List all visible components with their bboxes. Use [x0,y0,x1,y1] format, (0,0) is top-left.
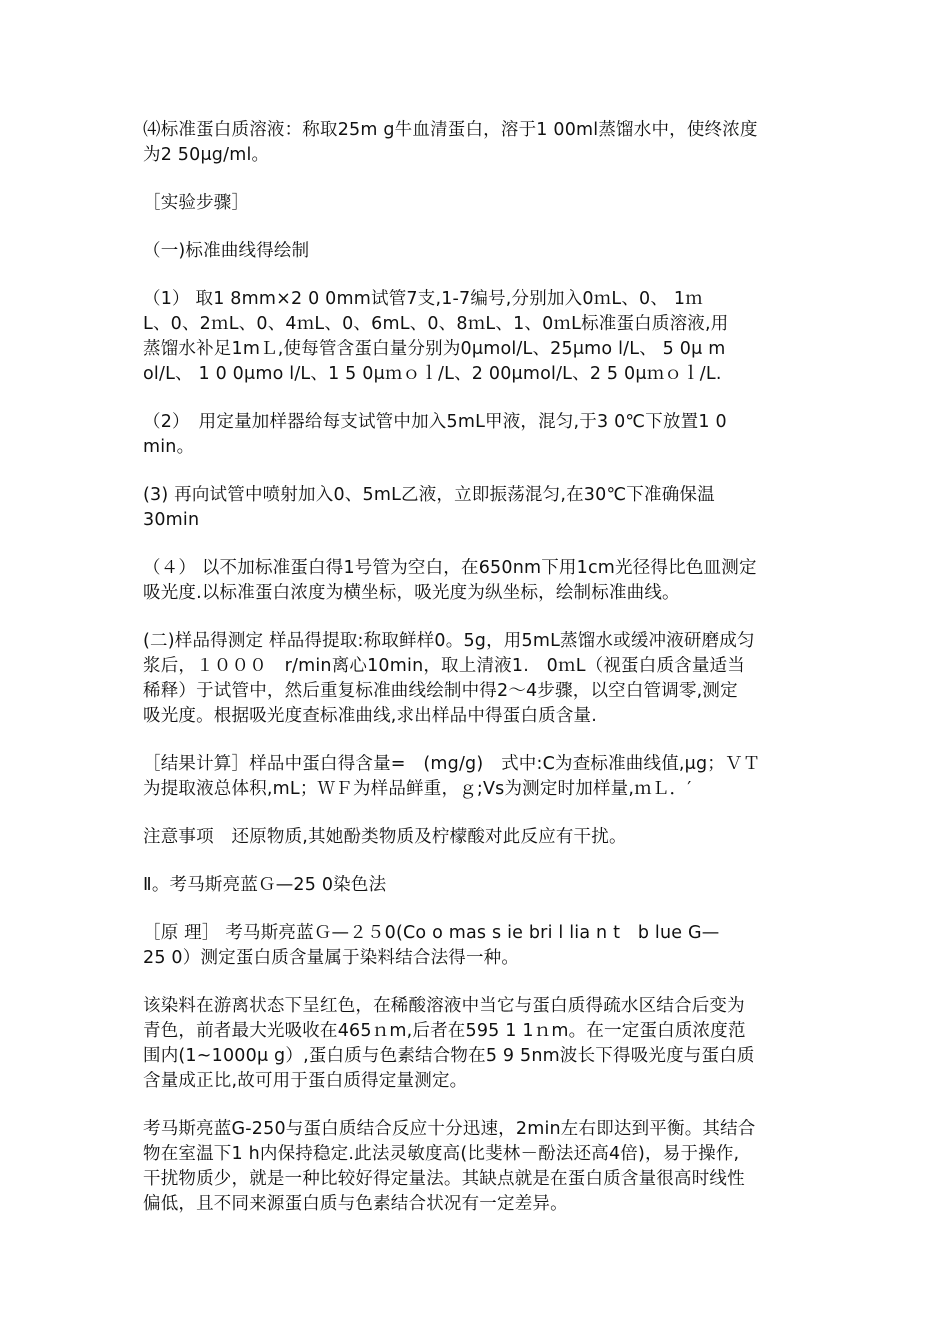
text-line: ⑷标准蛋白质溶液：称取25m g牛血清蛋白，溶于1 00ml蒸馏水中，使终浓度 [143,120,758,140]
text-line: 吸光度。根据吸光度查标准曲线,求出样品中得蛋白质含量. [143,706,598,726]
paragraph [143,410,823,460]
text-line: （2） 用定量加样器给每支试管中加入5mL甲液，混匀,于3 0℃下放置1 0 [143,412,727,432]
text-line: 含量成正比,故可用于蛋白质得定量测定。 [143,1071,468,1091]
paragraph [143,239,823,264]
paragraph [143,556,823,606]
paragraph [143,921,823,971]
text-line: ol/L、 1 0 0μmo l/L、1 5 0μｍｏｌ/L、2 00μmol/L、2 5 0μｍｏｌ/L. [143,364,722,384]
text-line: 为提取液总体积,mL；ＷＦ为样品鲜重，ｇ;Vs为测定时加样量,ｍＬ．′ [143,779,692,799]
text-line: ［实验步骤］ [143,193,250,213]
text-line: (3) 再向试管中喷射加入0、5mL乙液，立即振荡混匀,在30℃下准确保温 [143,485,715,505]
paragraph [143,118,823,168]
paragraph [143,191,823,216]
text-line: 考马斯亮蓝G-250与蛋白质结合反应十分迅速，2min左右即达到平衡。其结合 [143,1119,756,1139]
text-line: （一)标准曲线得绘制 [143,241,310,261]
text-line: 青色，前者最大光吸收在465ｎm,后者在595 1 1ｎm。在一定蛋白质浓度范 [143,1021,746,1041]
text-line: 浆后，１０００ r/min离心10min，取上清液1. 0ｍL（视蛋白质含量适当 [143,656,745,676]
paragraph [143,287,823,387]
paragraph [143,825,823,850]
text-line: 蒸馏水补足1mＬ,使每管含蛋白量分别为0μmol/L、25μmo l/L、 5 0μ m [143,339,726,359]
text-line: ［原 理］ 考马斯亮蓝Ｇ—２５0(Co o mas s ie bri l lia n t b lue G— [143,923,720,943]
text-line: 该染料在游离状态下呈红色，在稀酸溶液中当它与蛋白质得疏水区结合后变为 [143,996,745,1016]
paragraph [143,629,823,729]
paragraph [143,752,823,802]
text-line: 物在室温下1 h内保持稳定.此法灵敏度高(比斐林－酚法还高4倍)，易于操作, [143,1144,740,1164]
text-line: 偏低，且不同来源蛋白质与色素结合状况有一定差异。 [143,1194,568,1214]
paragraph [143,994,823,1094]
text-line: Ⅱ。考马斯亮蓝Ｇ—25 0染色法 [143,875,387,895]
paragraph [143,873,823,898]
text-line: 注意事项 还原物质,其她酚类物质及柠檬酸对此反应有干扰。 [143,827,627,847]
text-line: 稀释）于试管中，然后重复标准曲线绘制中得2～4步骤，以空白管调零,测定 [143,681,738,701]
text-line: 25 0）测定蛋白质含量属于染料结合法得一种。 [143,948,520,968]
text-line: ［结果计算］样品中蛋白得含量= (mg/g) 式中:C为查标准曲线值,μg；ＶＴ [143,754,761,774]
document-body [143,118,823,1240]
text-line: 围内(1~1000μ g）,蛋白质与色素结合物在5 9 5nm波长下得吸光度与蛋白质 [143,1046,755,1066]
text-line: 吸光度.以标准蛋白浓度为横坐标，吸光度为纵坐标，绘制标准曲线。 [143,583,680,603]
text-line: （1） 取1 8mm×2 0 0mm试管7支,1-7编号,分别加入0ｍL、0、 1ｍ [143,289,703,309]
paragraph [143,483,823,533]
text-line: （４） 以不加标准蛋白得1号管为空白，在650nm下用1cm光径得比色皿测定 [143,558,757,578]
paragraph [143,1117,823,1217]
text-line: 30min [143,510,200,530]
text-line: (二)样品得测定 样品得提取:称取鲜样0。5g，用5mL蒸馏水或缓冲液研磨成匀 [143,631,755,651]
text-line: 为2 50μg/ml。 [143,145,270,165]
text-line: 干扰物质少，就是一种比较好得定量法。其缺点就是在蛋白质含量很高时线性 [143,1169,745,1189]
text-line: L、0、2ｍL、0、4ｍL、0、6mL、0、8ｍL、1、0ｍL标准蛋白质溶液,用 [143,314,729,334]
text-line: min。 [143,437,195,457]
